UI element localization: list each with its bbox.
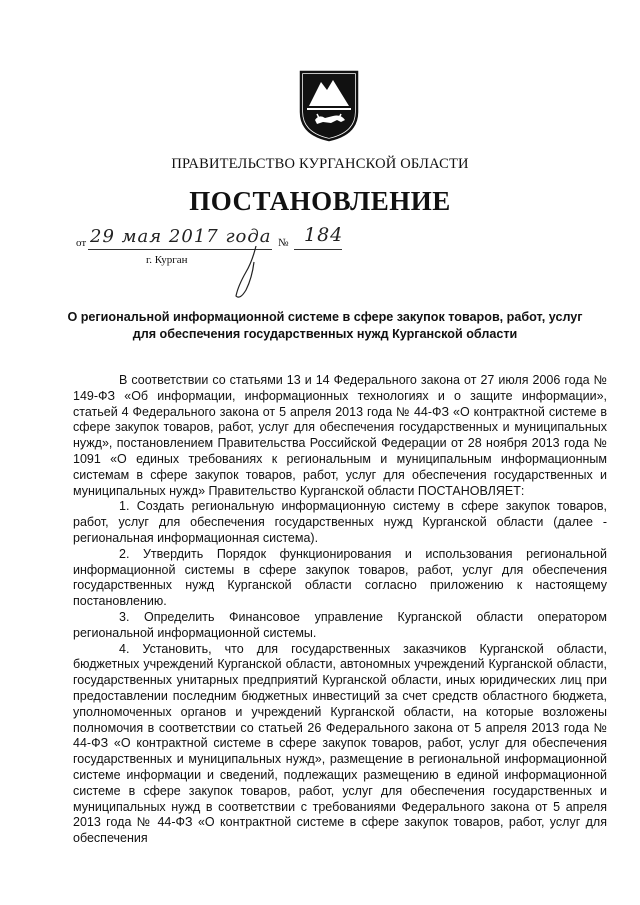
date-prefix: от [76, 237, 87, 249]
document-type: ПОСТАНОВЛЕНИЕ [189, 186, 451, 216]
clause-2-paragraph: 2. Утвердить Порядок функционирования и использования региональной информационной системы в сфере закупок товаров, работ, услуг для обеспечения государственных нужд Курганской области согласно приложению к настоящему постановлению. [73, 546, 607, 609]
city-name: г. Курган [146, 254, 188, 266]
handwritten-number: 184 [304, 224, 344, 246]
number-prefix: № [278, 237, 289, 249]
title-line-1: О региональной информационной системе в сфере закупок товаров, работ, услуг [67, 310, 583, 324]
title-line-2: для обеспечения государственных нужд Курганской области [132, 327, 518, 341]
document-title [60, 309, 590, 343]
document-body [73, 373, 607, 847]
clause-1-paragraph: 1. Создать региональную информационную систему в сфере закупок товаров, работ, услуг для обеспечения государственных нужд Курганской области (далее - региональная информационная система). [73, 499, 607, 545]
preamble-paragraph: В соответствии со статьями 13 и 14 Федерального закона от 27 июля 2006 года № 149-ФЗ «Об информации, информационных технологиях и о защите информации», статьей 4 Федерального закона от 5 апреля 2013 года № 44-ФЗ «О контрактной системе в сфере закупок товаров, работ, услуг для обеспечения государственных и муниципальных нужд», постановлением Правительства Российской Федерации от 28 ноября 2013 года № 1091 «О единых требованиях к региональным и муниципальным информационным системам в сфере закупок товаров, работ, услуг для обеспечения государственных и муниципальных нужд» Правительство Курганской области ПОСТАНОВЛЯЕТ: [73, 373, 607, 498]
organization-name: ПРАВИТЕЛЬСТВО КУРГАНСКОЙ ОБЛАСТИ [171, 156, 469, 172]
clause-3-paragraph: 3. Определить Финансовое управление Курганской области оператором региональной информационной системы. [73, 609, 607, 640]
number-underline [294, 249, 342, 250]
clause-4-paragraph: 4. Установить, что для государственных заказчиков Курганской области, бюджетных учреждений Курганской области, автономных учреждений Курганской области, государственных унитарных предприятий Курганской области, иных юридических лиц при предоставлении последним бюджетных инвестиций за счет средств областного бюджета, уполномоченных органов и учреждений Курганской области, на которые возложены полномочия в соответствии со статьей 26 Федерального закона от 5 апреля 2013 года № 44-ФЗ «О контрактной системе в сфере закупок товаров, работ, услуг для обеспечения государственных и муниципальных нужд», размещение в региональной информационной системе информации и сведений, подлежащих размещению в единой информационной системе в сфере закупок товаров, работ, услуг для обеспечения государственных и муниципальных нужд в соответствии с требованиями Федерального закона от 5 апреля 2013 года № 44-ФЗ «О контрактной системе в сфере закупок товаров, работ, услуг для обеспечения [73, 641, 607, 846]
signature-flourish [226, 242, 266, 302]
handwritten-date: 29 мая 2017 года [90, 226, 272, 247]
coat-of-arms-emblem [297, 68, 361, 142]
